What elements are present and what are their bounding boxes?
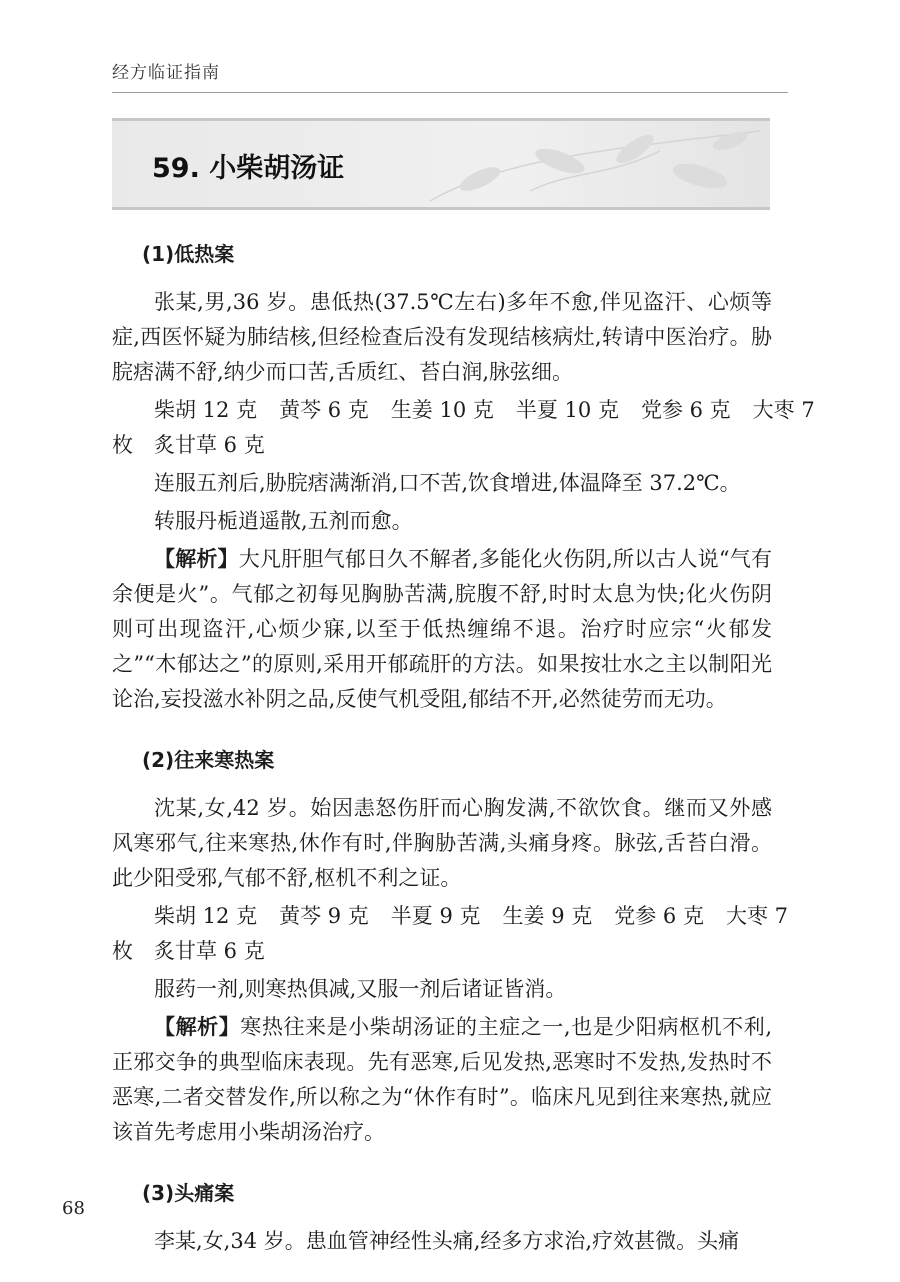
running-head-title: 经方临证指南 <box>112 63 220 83</box>
herb-continuation: 枚 炙甘草 6 克 <box>112 939 265 963</box>
herb-item: 党参 6 克 <box>614 904 704 928</box>
case-heading: (3)头痛案 <box>142 1181 235 1205</box>
herb-item: 半夏 10 克 <box>515 398 619 422</box>
case-history: 张某,男,36 岁。患低热(37.5℃左右)多年不愈,伴见盗汗、心烦等症,西医怀疑为肺结核,但经检查后没有发现结核病灶,转请中医治疗。胁脘痞满不舒,纳少而口苦,舌质红、苔白润,脉弦细。 <box>112 290 772 384</box>
herb-item: 柴胡 12 克 <box>154 904 258 928</box>
case-heading: (1)低热案 <box>142 242 235 266</box>
herb-item: 生姜 9 克 <box>502 904 593 928</box>
header-divider <box>112 92 788 93</box>
treatment-course: 服药一剂,则寒热俱减,又服一剂后诸证皆消。 <box>154 977 567 1001</box>
chapter-banner <box>112 118 770 210</box>
case-history: 沈某,女,42 岁。始因恚怒伤肝而心胸发满,不欲饮食。继而又外感风寒邪气,往来寒热,休作有时,伴胸胁苦满,头痛身疼。脉弦,舌苔白滑。此少阳受邪,气郁不舒,枢机不利之证。 <box>112 796 772 890</box>
case-heading: (2)往来寒热案 <box>142 748 275 772</box>
prescription <box>112 393 815 463</box>
treatment-course: 转服丹栀逍遥散,五剂而愈。 <box>154 509 413 533</box>
treatment-course: 连服五剂后,胁脘痞满渐消,口不苦,饮食增进,体温降至 37.2℃。 <box>154 471 741 495</box>
leaf-pattern-decoration <box>410 121 770 207</box>
analysis-paragraph <box>112 1010 772 1150</box>
herb-item: 党参 6 克 <box>640 398 731 422</box>
herb-item: 黄芩 6 克 <box>279 398 369 422</box>
chapter-title: 59. 小柴胡汤证 <box>152 153 345 184</box>
herb-item: 黄芩 9 克 <box>279 904 369 928</box>
herb-item: 半夏 9 克 <box>390 904 481 928</box>
analysis-label: 【解析】 <box>154 1015 241 1039</box>
herb-item: 大枣 7 <box>725 904 788 928</box>
analysis-paragraph <box>112 542 772 717</box>
analysis-label: 【解析】 <box>154 547 239 571</box>
page-number: 68 <box>62 1198 85 1219</box>
analysis-text: 大凡肝胆气郁日久不解者,多能化火伤阴,所以古人说“气有余便是火”。气郁之初每见胸胁苦满,脘腹不舒,时时太息为快;化火伤阴则可出现盗汗,心烦少寐,以至于低热缠绵不退。治疗时应宗“火郁发之”“木郁达之”的原则,采用开郁疏肝的方法。如果按壮水之主以制阳光论治,妄投滋水补阴之品,反使气机受阻,郁结不开,必然徒劳而无功。 <box>112 547 772 711</box>
herb-item: 生姜 10 克 <box>390 398 494 422</box>
analysis-text: 寒热往来是小柴胡汤证的主症之一,也是少阳病枢机不利,正邪交争的典型临床表现。先有恶寒,后见发热,恶寒时不发热,发热时不恶寒,二者交替发作,所以称之为“休作有时”。临床凡见到往来寒热,就应该首先考虑用小柴胡汤治疗。 <box>112 1015 772 1144</box>
prescription <box>112 899 788 969</box>
herb-item: 大枣 7 <box>752 398 815 422</box>
case-history: 李某,女,34 岁。患血管神经性头痛,经多方求治,疗效甚微。头痛 <box>154 1229 740 1253</box>
page-content <box>112 228 815 1262</box>
herb-continuation: 枚 炙甘草 6 克 <box>112 433 265 457</box>
herb-item: 柴胡 12 克 <box>154 398 258 422</box>
